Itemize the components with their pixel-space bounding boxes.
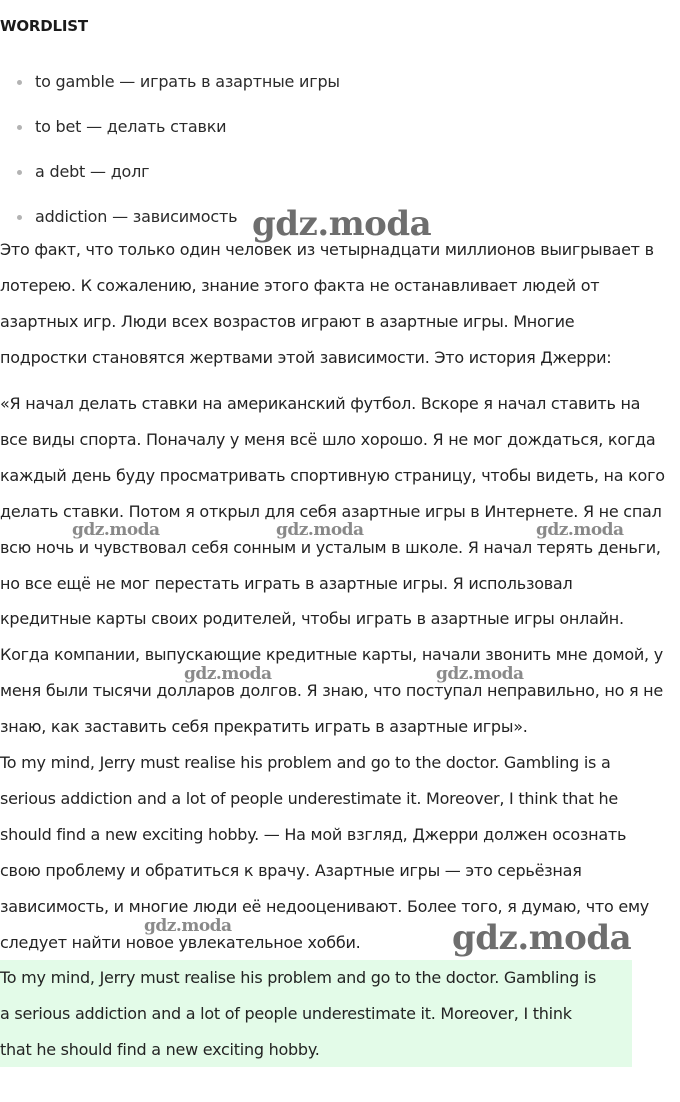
watermark: gdz.moda [252, 204, 432, 244]
text-line: Когда компании, выпускающие кредитные карты, начали звонить мне домой, у [0, 645, 663, 665]
text-line: that he should find a new exciting hobby. [0, 1039, 320, 1059]
watermark: gdz.moda [184, 664, 272, 684]
watermark: gdz.moda [536, 520, 624, 540]
text-line: To my mind, Jerry must realise his problem and go to the doctor. Gambling is [0, 968, 597, 987]
bullet-dot-icon [17, 215, 22, 220]
text-line: делать ставки. Потом я открыл для себя азартные игры в Интернете. Я не спал [0, 501, 662, 521]
story-paragraph [0, 386, 665, 961]
wordlist-item-text: addiction — зависимость [35, 207, 238, 226]
bullet-dot-icon [17, 80, 22, 85]
intro-paragraph [0, 232, 654, 376]
text-line: should find a new exciting hobby. — На мой взгляд, Джерри должен осознать [0, 824, 627, 844]
wordlist-item-text: to bet — делать ставки [35, 117, 227, 136]
watermark: gdz.moda [276, 520, 364, 540]
text-line: свою проблему и обратиться к врачу. Азартные игры — это серьёзная [0, 860, 582, 880]
text-line: все виды спорта. Поначалу у меня всё шло хорошо. Я не мог дождаться, когда [0, 429, 656, 449]
wordlist-item [0, 149, 340, 194]
watermark: gdz.moda [452, 918, 632, 958]
text-line: Это факт, что только один человек из четырнадцати миллионов выигрывает в [0, 240, 654, 259]
text-line: кредитные карты своих родителей, чтобы играть в азартные игры онлайн. [0, 609, 624, 629]
text-line: To my mind, Jerry must realise his problem and go to the doctor. Gambling is a [0, 753, 611, 773]
text-line: лотерею. К сожалению, знание этого факта не останавливает людей от [0, 275, 600, 295]
answer-box [0, 960, 632, 1067]
wordlist-item [0, 104, 340, 149]
bullet-dot-icon [17, 170, 22, 175]
text-line: подростки становятся жертвами этой зависимости. Это история Джерри: [0, 347, 612, 367]
text-line: но все ещё не мог перестать играть в азартные игры. Я использовал [0, 573, 573, 593]
text-line: азартных игр. Люди всех возрастов играют в азартные игры. Многие [0, 311, 575, 331]
text-line: каждый день буду просматривать спортивную страницу, чтобы видеть, на кого [0, 465, 665, 485]
text-line: меня были тысячи долларов долгов. Я знаю, что поступал неправильно, но я не [0, 681, 663, 701]
text-line: всю ночь и чувствовал себя сонным и усталым в школе. Я начал терять деньги, [0, 537, 661, 557]
wordlist-item-text: to gamble — играть в азартные игры [35, 72, 340, 91]
text-line: «Я начал делать ставки на американский футбол. Вскоре я начал ставить на [0, 394, 641, 413]
text-line: знаю, как заставить себя прекратить играть в азартные игры». [0, 717, 528, 737]
text-line: a serious addiction and a lot of people underestimate it. Moreover, I think [0, 1003, 572, 1023]
answer-paragraph [0, 960, 596, 1068]
watermark: gdz.moda [72, 520, 160, 540]
watermark: gdz.moda [144, 916, 232, 936]
text-line: следует найти новое увлекательное хобби. [0, 932, 361, 952]
wordlist-heading: WORDLIST [0, 17, 88, 35]
wordlist-item [0, 59, 340, 104]
text-line: зависимость, и многие люди её недооценивают. Более того, я думаю, что ему [0, 896, 649, 916]
watermark: gdz.moda [436, 664, 524, 684]
wordlist-item-text: a debt — долг [35, 162, 150, 181]
bullet-dot-icon [17, 125, 22, 130]
text-line: serious addiction and a lot of people underestimate it. Moreover, I think that he [0, 788, 619, 808]
